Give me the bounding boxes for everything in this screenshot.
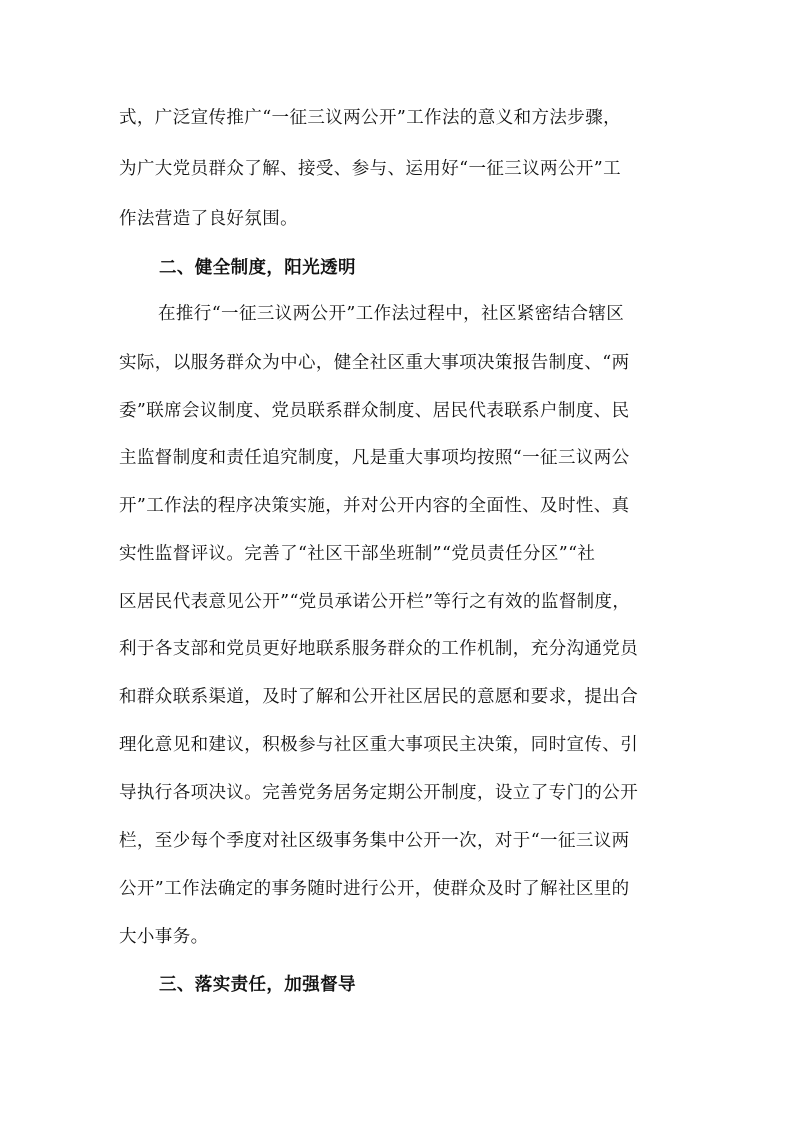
text-line: 栏，至少每个季度对社区级事务集中公开一次，对于“一征三议两	[119, 831, 630, 851]
text-line: 在推行“一征三议两公开”工作法过程中，社区紧密结合辖区	[158, 304, 625, 324]
text-line: 大小事务。	[119, 927, 209, 947]
text-line: 主监督制度和责任追究制度，凡是重大事项均按照“一征三议两公	[119, 448, 630, 468]
text-line: 式，广泛宣传推广“一征三议两公开”工作法的意义和方法步骤，	[119, 108, 621, 128]
text-line: 为广大党员群众了解、接受、参与、运用好“一征三议两公开”工	[119, 159, 621, 179]
text-line: 利于各支部和党员更好地联系服务群众的工作机制，充分沟通党员	[119, 639, 639, 659]
text-line: 实性监督评议。完善了“社区干部坐班制”“党员责任分区”“社	[119, 544, 596, 564]
text-line: 实际，以服务群众为中心，健全社区重大事项决策报告制度、“两	[119, 353, 630, 373]
text-line: 委”联席会议制度、党员联系群众制度、居民代表联系户制度、民	[119, 401, 630, 421]
text-line: 导执行各项决议。完善党务居务定期公开制度，设立了专门的公开	[119, 783, 639, 803]
text-line: 区居民代表意见公开”“党员承诺公开栏”等行之有效的监督制度，	[119, 592, 631, 612]
text-line: 开”工作法的程序决策实施，并对公开内容的全面性、及时性、真	[119, 496, 630, 516]
text-line: 理化意见和建议，积极参与社区重大事项民主决策，同时宣传、引	[119, 735, 639, 755]
text-line: 公开”工作法确定的事务随时进行公开，使群众及时了解社区里的	[119, 879, 630, 899]
section-heading: 二、健全制度，阳光透明	[159, 258, 356, 278]
text-line: 作法营造了良好氛围。	[119, 209, 298, 229]
text-line: 和群众联系渠道，及时了解和公开社区居民的意愿和要求，提出合	[119, 687, 639, 707]
section-heading: 三、落实责任，加强督导	[159, 975, 356, 995]
